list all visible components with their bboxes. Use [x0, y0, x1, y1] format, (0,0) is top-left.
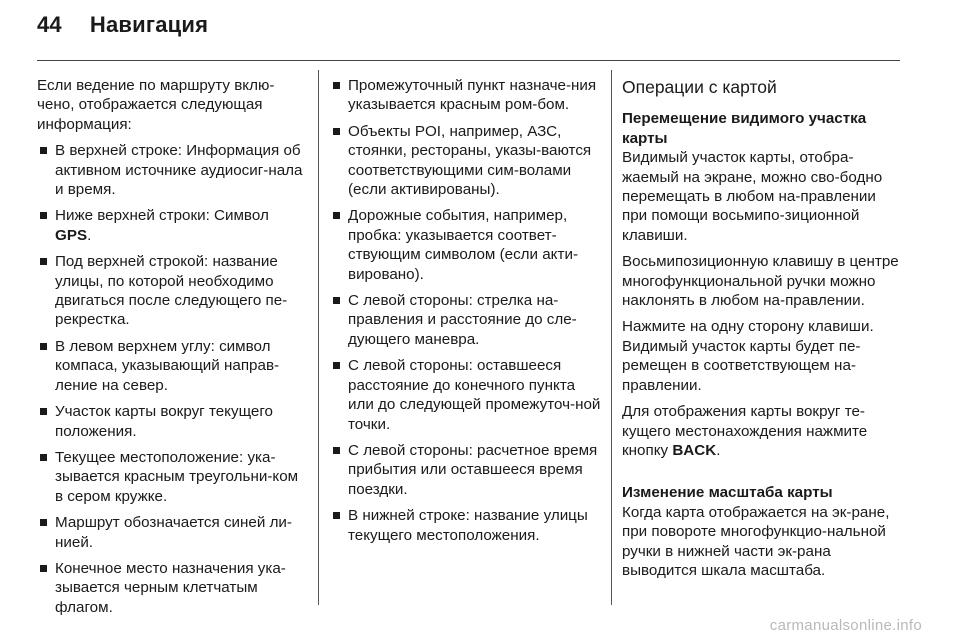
list-item-text: .: [87, 226, 92, 244]
list-item: Промежуточный пункт назначе-ния указывается красным ром-бом.: [330, 76, 605, 115]
paragraph: [622, 402, 902, 460]
column-left: [37, 76, 307, 624]
list-item: Под верхней строкой: название улицы, по которой необходимо двигаться после следующего пе-рекрестка.: [37, 252, 307, 330]
column-divider: [318, 70, 319, 605]
list-item: Конечное место назначения ука-зывается черным клетчатым флагом.: [37, 559, 307, 617]
subheading-move-map: Перемещение видимого участка карты: [622, 110, 867, 147]
back-button-label: BACK: [672, 441, 717, 459]
section-title: Навигация: [89, 12, 209, 37]
paragraph: Нажмите на одну сторону клавиши. Видимый участок карты будет пе-ремещен в соответствующем на-правлении.: [622, 318, 874, 394]
list-item: В верхней строке: Информация об активном источнике аудиосиг-нала и время.: [37, 141, 307, 199]
page-number: 44: [37, 12, 62, 37]
intro-paragraph: Если ведение по маршруту вклю-чено, отображается следующая информация:: [37, 77, 275, 133]
list-item: Объекты POI, например, АЗС, стоянки, рестораны, указы-ваются соответствующими сим-волами (если активированы).: [330, 122, 605, 200]
list-item: Маршрут обозначается синей ли-нией.: [37, 513, 307, 552]
paragraph-text: .: [716, 441, 721, 459]
page-header: [37, 12, 208, 52]
column-right: [622, 76, 902, 587]
watermark: carmanualsonline.info: [769, 617, 922, 634]
info-list: [37, 141, 307, 617]
paragraph: Видимый участок карты, отобра-жаемый на экране, можно сво-бодно перемещать в любом на-правлении при помощи восьмипо-зиционной клавиши.: [622, 149, 883, 244]
paragraph: Когда карта отображается на эк-ране, при повороте многофункцио-нальной ручки в нижней части эк-рана выводится шкала масштаба.: [622, 503, 890, 579]
list-item-text: Ниже верхней строки: Символ: [55, 207, 269, 225]
info-list: [330, 76, 605, 545]
list-item: В нижней строке: название улицы текущего местоположения.: [330, 506, 605, 545]
list-item: Текущее местоположение: ука-зывается красным треугольни-ком в сером кружке.: [37, 448, 307, 506]
gps-label: GPS: [55, 226, 88, 244]
section-heading: Операции с картой: [622, 77, 777, 97]
list-item: [37, 206, 307, 245]
column-divider: [611, 70, 612, 605]
column-middle: [330, 76, 605, 552]
list-item: Участок карты вокруг текущего положения.: [37, 402, 307, 441]
spacer: [622, 467, 902, 483]
header-rule: [37, 60, 900, 61]
subheading-zoom: Изменение масштаба карты: [622, 484, 833, 502]
list-item: В левом верхнем углу: символ компаса, указывающий направ-ление на север.: [37, 337, 307, 395]
list-item: С левой стороны: стрелка на-правления и расстояние до сле-дующего маневра.: [330, 291, 605, 349]
list-item: С левой стороны: оставшееся расстояние до конечного пункта или до следующей промежуточ-ной точки.: [330, 356, 605, 434]
paragraph: Восьмипозиционную клавишу в центре многофункциональной ручки можно наклонять в любом на-правлении.: [622, 253, 899, 310]
paragraph-text: Для отображения карты вокруг те-кущего местонахождения нажмите кнопку: [622, 403, 868, 459]
list-item: Дорожные события, например, пробка: указывается соответ-ствующим символом (если акти-вировано).: [330, 206, 605, 284]
list-item: С левой стороны: расчетное время прибытия или оставшееся время поездки.: [330, 441, 605, 499]
